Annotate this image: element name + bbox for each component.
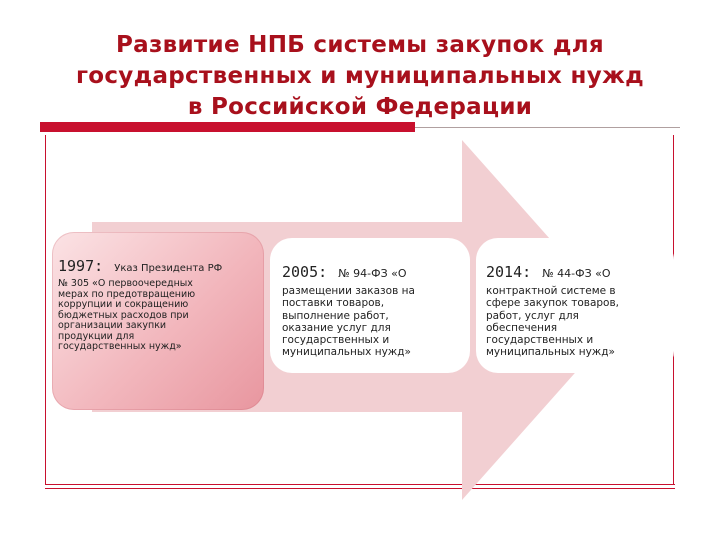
card-description: размещении заказов на поставки товаров, выполнение работ, оказание услуг для государственных и муниципальных нужд»	[282, 285, 415, 359]
card-year: 2014:	[486, 263, 532, 281]
timeline-card-2005	[270, 238, 470, 373]
card-year: 1997:	[58, 257, 104, 275]
card-lead: № 94-ФЗ «О	[338, 267, 407, 280]
timeline-card-2014	[476, 238, 674, 373]
title-line-2: государственных и муниципальных нужд	[75, 63, 645, 89]
timeline-card-1997	[52, 232, 264, 410]
card-year: 2005:	[282, 263, 328, 281]
card-lead: № 44-ФЗ «О	[542, 267, 611, 280]
card-description: контрактной системе в сфере закупок товаров, работ, услуг для обеспечения государственных и муниципальных нужд»	[486, 285, 619, 359]
card-description: № 305 «О первоочередных мерах по предотвращению коррупции и сокращению бюджетных расходов при организации закупки продукции для государственных нужд»	[58, 278, 196, 352]
card-lead: Указ Президента РФ	[114, 263, 223, 274]
title-line-3: в Российской Федерации	[187, 94, 533, 120]
title-line-1: Развитие НПБ системы закупок для	[115, 32, 604, 58]
